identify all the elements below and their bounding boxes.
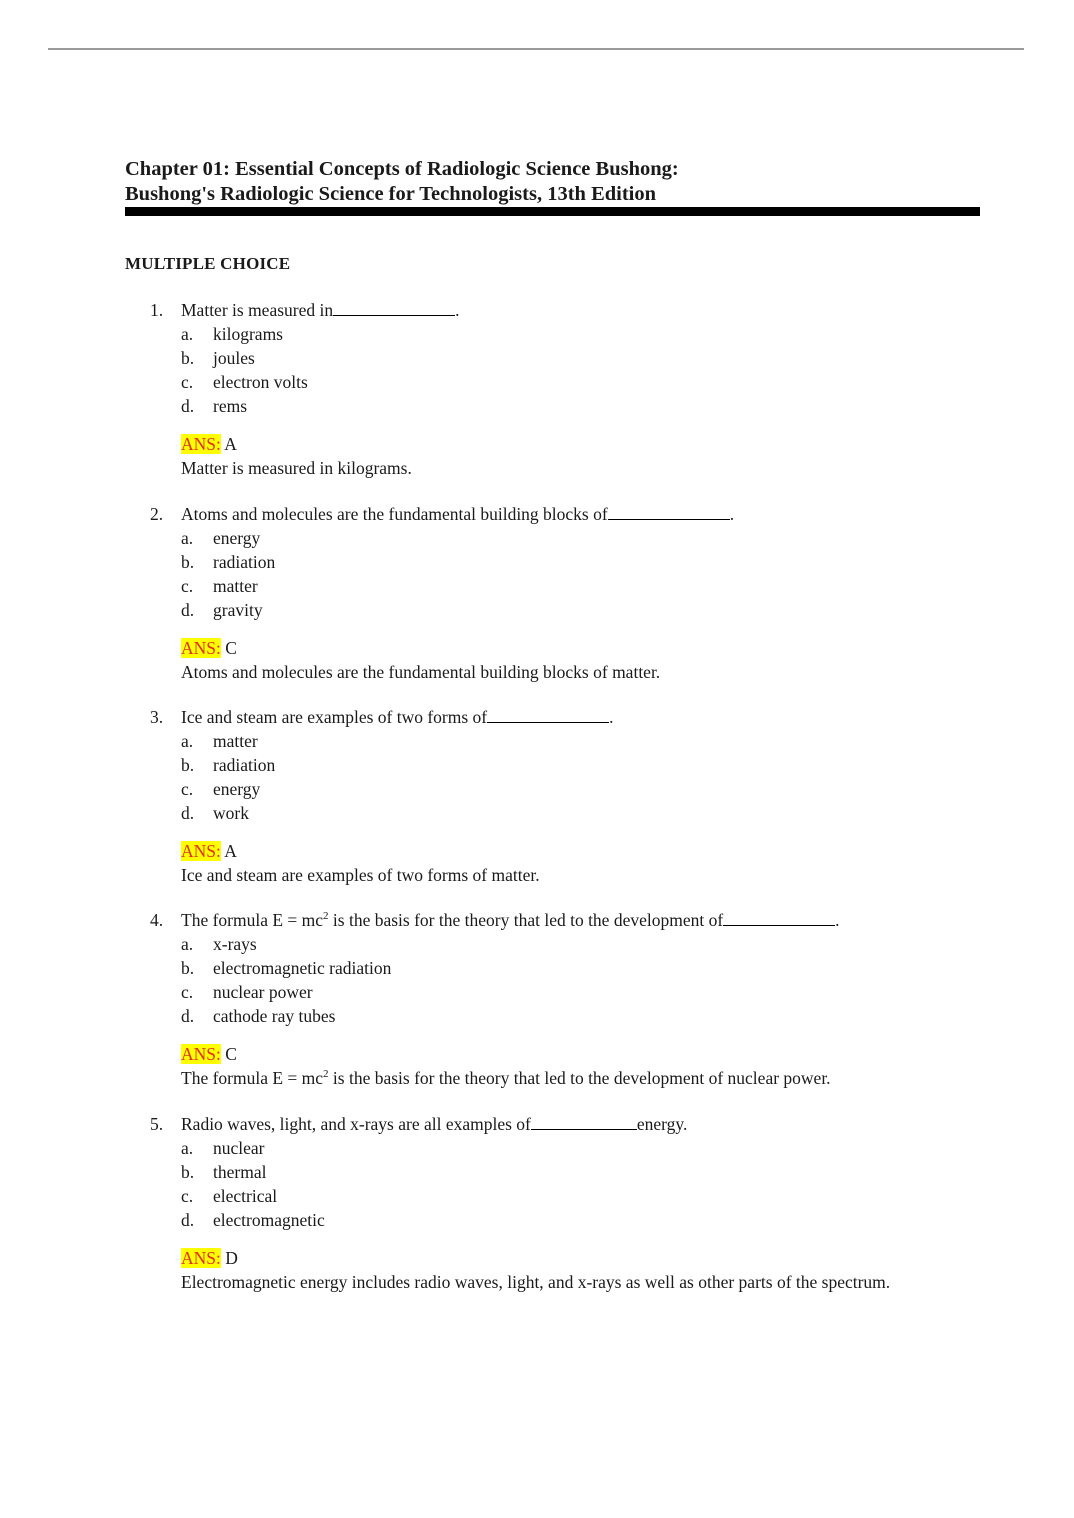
option-c: c. matter — [181, 576, 258, 596]
option-d: d. work — [181, 803, 249, 823]
answer-value: A — [224, 434, 237, 454]
question-number: 4. — [150, 910, 164, 930]
option-list — [181, 526, 990, 622]
section-heading: MULTIPLE CHOICE — [125, 254, 291, 273]
question-4 — [150, 908, 990, 1090]
option-list — [181, 932, 990, 1028]
option-b: b. joules — [181, 348, 255, 368]
option-d: d. gravity — [181, 600, 263, 620]
answer-label: ANS: — [181, 841, 221, 861]
question-5 — [150, 1112, 990, 1294]
question-stem: Atoms and molecules are the fundamental building blocks of . — [181, 504, 735, 524]
title-line-2: Bushong's Radiologic Science for Technologists, 13th Edition — [125, 183, 657, 205]
answer-value: D — [225, 1248, 238, 1268]
answer-label: ANS: — [181, 1248, 221, 1268]
question-number: 3. — [150, 707, 164, 727]
option-d: d. rems — [181, 396, 248, 416]
option-c: c. nuclear power — [181, 982, 313, 1002]
question-stem: Matter is measured in . — [181, 300, 460, 320]
answer-rationale: The formula $E = mc^2$ is the basis for the theory that led to the development of nuclear power. — [181, 1068, 831, 1088]
option-b: b. thermal — [181, 1162, 267, 1182]
option-c: c. electrical — [181, 1186, 278, 1206]
option-d: d. electromagnetic — [181, 1210, 325, 1230]
answer-blank — [487, 705, 609, 723]
question-number: 1. — [150, 300, 164, 320]
option-list — [181, 729, 990, 825]
option-b: b. radiation — [181, 552, 276, 572]
title-underline-bar — [125, 207, 980, 216]
answer-blank — [333, 298, 455, 316]
question-1 — [150, 298, 990, 480]
answer-label: ANS: — [181, 638, 221, 658]
answer-blank — [608, 502, 730, 520]
question-number: 5. — [150, 1114, 164, 1134]
answer-line — [181, 1042, 990, 1066]
option-b: b. electromagnetic radiation — [181, 958, 392, 978]
answer-line — [181, 432, 990, 456]
question-3 — [150, 705, 990, 887]
option-a: a. energy — [181, 528, 261, 548]
option-list — [181, 322, 990, 418]
answer-label: ANS: — [181, 434, 221, 454]
answer-line — [181, 636, 990, 660]
option-a: a. x-rays — [181, 934, 257, 954]
question-stem: Ice and steam are examples of two forms of . — [181, 707, 614, 727]
question-stem: Radio waves, light, and x-rays are all examples of energy. — [181, 1114, 688, 1134]
option-c: c. energy — [181, 779, 261, 799]
answer-blank — [531, 1112, 637, 1130]
answer-blank — [723, 908, 835, 926]
option-a: a. kilograms — [181, 324, 283, 344]
answer-rationale: Matter is measured in kilograms. — [181, 458, 412, 478]
option-b: b. radiation — [181, 755, 276, 775]
title-line-1: Chapter 01: Essential Concepts of Radiologic Science Bushong: — [125, 158, 679, 180]
answer-value: C — [225, 638, 237, 658]
document-title — [125, 157, 985, 207]
answer-value: A — [224, 841, 237, 861]
question-2 — [150, 502, 990, 684]
answer-rationale: Atoms and molecules are the fundamental building blocks of matter. — [181, 662, 661, 682]
answer-value: C — [225, 1044, 237, 1064]
option-d: d. cathode ray tubes — [181, 1006, 336, 1026]
top-divider — [48, 48, 1024, 50]
question-stem: The formula $E = mc^2$ is the basis for the theory that led to the development of . — [181, 910, 840, 930]
answer-line — [181, 1246, 990, 1270]
answer-label: ANS: — [181, 1044, 221, 1064]
answer-rationale: Ice and steam are examples of two forms of matter. — [181, 865, 540, 885]
option-list — [181, 1136, 990, 1232]
answer-line — [181, 839, 990, 863]
option-a: a. nuclear — [181, 1138, 265, 1158]
question-number: 2. — [150, 504, 164, 524]
answer-rationale: Electromagnetic energy includes radio waves, light, and x-rays as well as other parts of the spectrum. — [181, 1272, 891, 1292]
option-c: c. electron volts — [181, 372, 308, 392]
option-a: a. matter — [181, 731, 258, 751]
